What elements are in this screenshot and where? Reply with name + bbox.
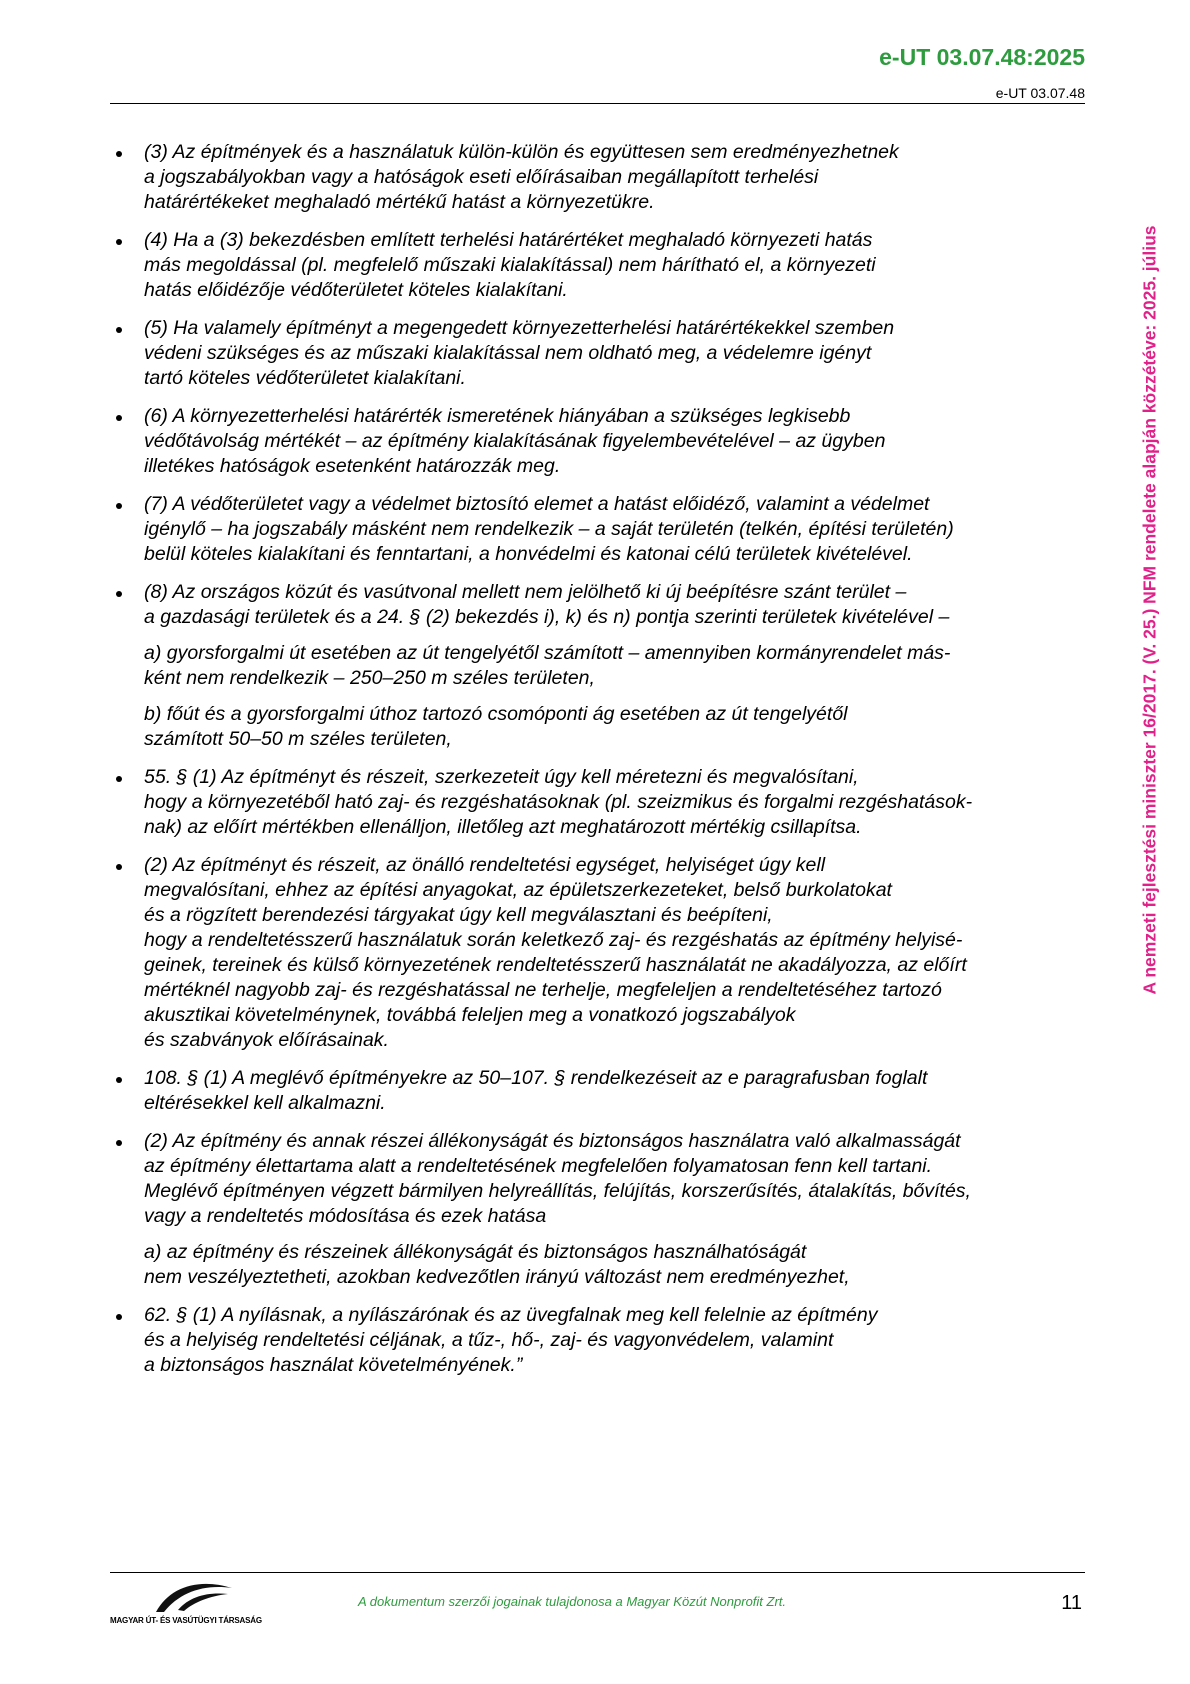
bullet-icon [116,327,122,333]
bullet-icon [116,776,122,782]
list-item [110,316,1080,391]
bullet-icon [116,503,122,509]
bullet-icon [116,415,122,421]
list-item-paragraph: a) az építmény és részeinek állékonyságát és biztonságos használhatóságát nem veszélyeztetheti, azokban kedvezőtlen irányú változást nem eredményezhet, [144,1241,850,1288]
list-item-paragraph: 108. § (1) A meglévő építményekre az 50–107. § rendelkezéseit az e paragrafusban foglalt eltérésekkel kell alkalmazni. [144,1067,928,1114]
list-item-paragraph: (8) Az országos közút és vasútvonal mellett nem jelölhető ki új beépítésre szánt terület – a gazdasági területek és a 24. § (2) bekezdés i), k) és n) pontja szerinti területek kivételével – [144,581,950,628]
list-item [110,580,1080,752]
list-item-paragraph: 62. § (1) A nyílásnak, a nyílászárónak és az üvegfalnak meg kell felelnie az építmény és a helyiség rendeltetési céljának, a tűz-, hő-, zaj- és vagyonvédelem, valamint a biztonságos használat követelményének.” [144,1304,878,1376]
list-item-paragraph: b) főút és a gyorsforgalmi úthoz tartozó csomóponti ág esetében az út tengelyétől számított 50–50 m széles területen, [144,703,848,750]
list-item [110,404,1080,479]
bullet-icon [116,239,122,245]
logo-text: MAGYAR ÚT- ÉS VASÚTÜGYI TÁRSASÁG [110,1616,262,1625]
list-item [110,1129,1080,1290]
copyright-notice: A dokumentum szerzői jogainak tulajdonosa a Magyar Közút Nonprofit Zrt. [358,1594,787,1609]
list-item-paragraph: a) gyorsforgalmi út esetében az út tengelyétől számított – amennyiben kormányrendelet más- ként nem rendelkezik – 250–250 m széles területen, [144,642,951,689]
list-item [110,1303,1080,1378]
bullet-icon [116,1077,122,1083]
document-code: e-UT 03.07.48:2025 [879,44,1085,70]
page-number: 11 [1061,1592,1082,1614]
list-item-paragraph: (5) Ha valamely építményt a megengedett környezetterhelési határértékekkel szemben védeni szükséges és az műszaki kialakítással nem oldható meg, a védelemre igényt tartó köteles védőterületet kialakítani. [144,317,895,389]
bullet-icon [116,591,122,597]
header-divider [110,103,1085,104]
footer-divider [110,1572,1085,1573]
list-item-paragraph: (2) Az építmény és annak részei állékonyságát és biztonságos használatra való alkalmasságát az építmény élettartama alatt a rendeltetésének megfelelően folyamatosan fenn kell tartani. Meglévő építményen végzett bármilyen helyreállítás, felújítás, korszerűsítés, átalakítás, bővítés, vagy a rendeltetés módosítása és ezek hatása [144,1130,971,1227]
document-body [110,140,1080,1391]
list-item [110,228,1080,303]
bullet-icon [116,1140,122,1146]
list-item [110,140,1080,215]
bullet-icon [116,151,122,157]
list-item-paragraph: (7) A védőterületet vagy a védelmet biztosító elemet a hatást előidéző, valamint a védelmet igénylő – ha jogszabály másként nem rendelkezik – a saját területén (telkén, építési területén) belül köteles kialakítani és fenntartani, a honvédelmi és katonai célú területek kivételével. [144,493,954,565]
list-item-paragraph: (2) Az építményt és részeit, az önálló rendeltetési egységet, helyiséget úgy kell megvalósítani, ehhez az építési anyagokat, az épületszerkezeteket, belső burkolatokat és a rögzített berendezési tárgyakat úgy kell megválasztani és beépíteni, hogy a rendeltetésszerű használatuk során keletkező zaj- és rezgéshatás az építmény helyisé- geinek, tereinek és külső környezetének rendeltetésszerű használatát ne akadályozza, az előírt mértéknél nagyobb zaj- és rezgéshatással ne terhelje, megfeleljen a rendeltetéséhez tartozó akusztikai követelménynek, továbbá feleljen meg a vonatkozó jogszabályok és szabványok előírásainak. [144,854,967,1051]
list-item-paragraph: 55. § (1) Az építményt és részeit, szerkezeteit úgy kell méretezni és megvalósítani, hogy a környezetéből ható zaj- és rezgéshatásoknak (pl. szeizmikus és forgalmi rezgéshatások- nak) az előírt mértékben ellenálljon, illetőleg azt meghatározott mértékig csillapítsa. [144,766,973,838]
footer-logo [110,1578,270,1633]
list-item [110,853,1080,1053]
list-item [110,1066,1080,1116]
document-subcode: e-UT 03.07.48 [995,85,1085,101]
list-item [110,492,1080,567]
bullet-icon [116,1314,122,1320]
side-publication-note: A nemzeti fejlesztési miniszter 16/2017. (V. 25.) NFM rendelete alapján közzétéve: 2025. július [1139,225,1160,995]
swoosh-logo-icon [154,1578,234,1614]
bullet-icon [116,864,122,870]
list-item-paragraph: (6) A környezetterhelési határérték ismeretének hiányában a szükséges legkisebb védőtávolság mértékét – az építmény kialakításának figyelembevételével – az ügyben illetékes hatóságok esetenként határozzák meg. [144,405,886,477]
list-item-paragraph: (4) Ha a (3) bekezdésben említett terhelési határértéket meghaladó környezeti hatás más megoldással (pl. megfelelő műszaki kialakítással) nem hárítható el, a környezeti hatás előidézője védőterületet köteles kialakítani. [144,229,876,301]
list-item-paragraph: (3) Az építmények és a használatuk külön-külön és együttesen sem eredményezhetnek a jogszabályokban vagy a hatóságok eseti előírásaiban megállapított terhelési határértékeket meghaladó mértékű hatást a környezetükre. [144,141,899,213]
list-item [110,765,1080,840]
